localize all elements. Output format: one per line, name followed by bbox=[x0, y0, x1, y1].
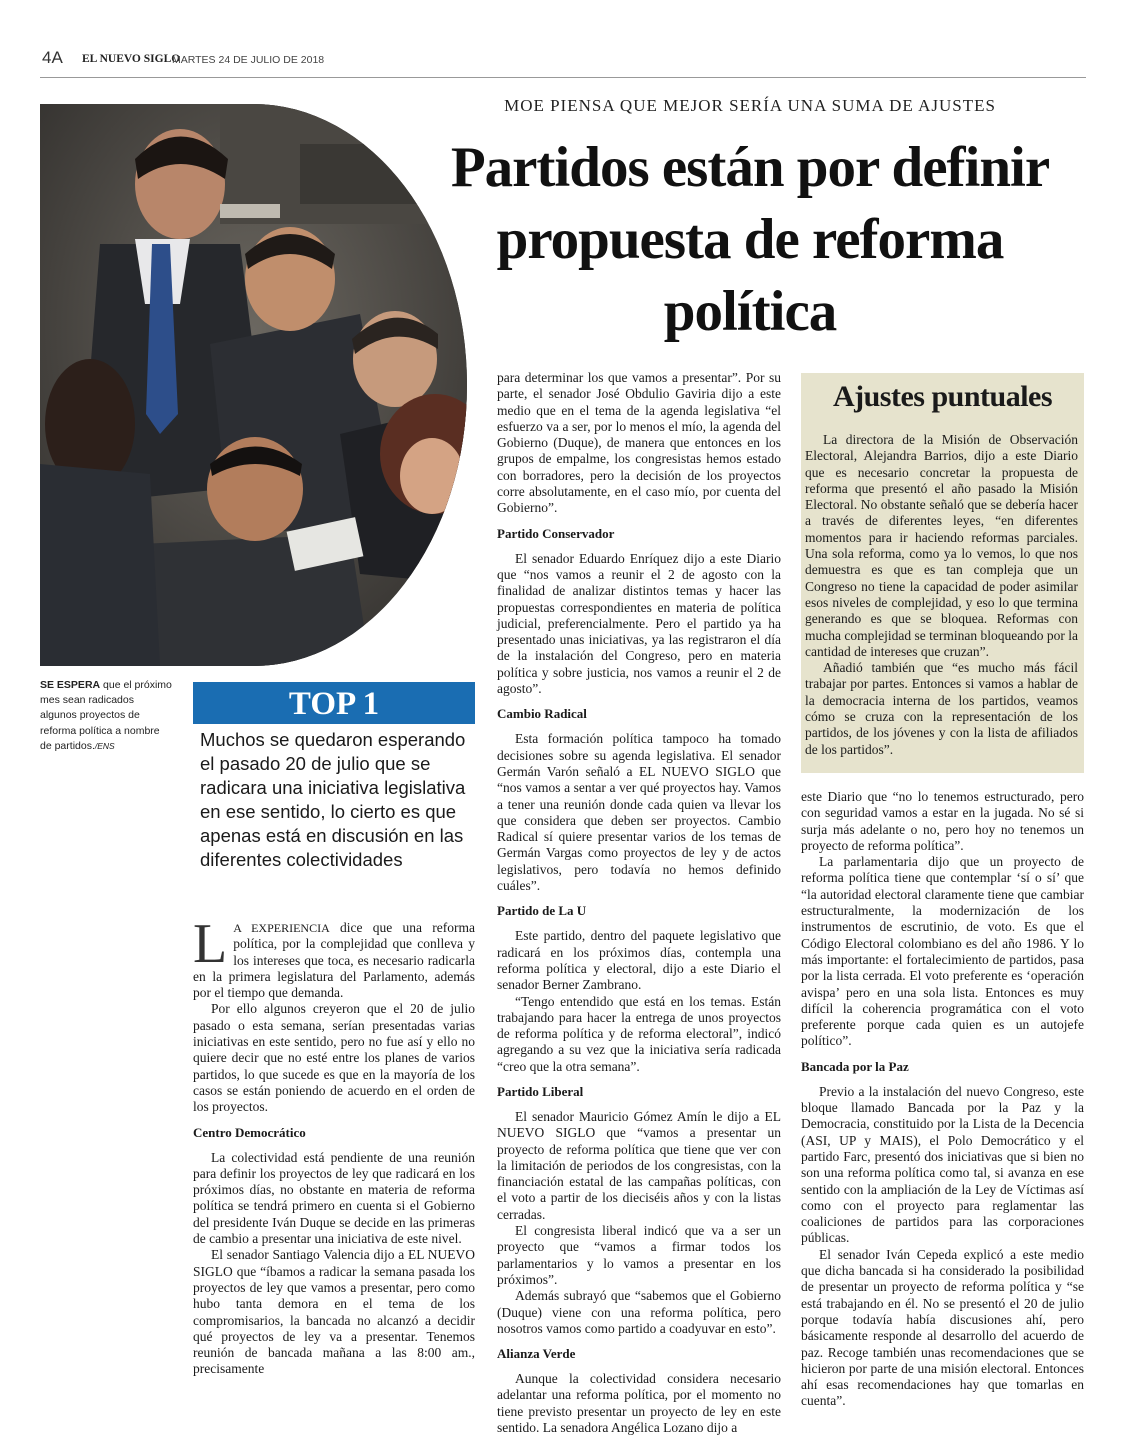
paragraph: este Diario que “no lo tenemos estructurado, pero con seguridad vamos a estar en la jugada. No sé si surja más adelante o no, pero hoy no tenemos un proyecto de reforma política”. bbox=[801, 789, 1084, 853]
paragraph: Esta formación política tampoco ha tomado decisiones sobre su agenda legislativa. El senador Germán Varón señaló a EL NUEVO SIGLO que “nos vamos a sentar a ver qué proyectos hay. Vamos a tener una reunión donde cada quien va llevar los que considera que deben ser proyectos. Cambio Radical sí quiere presentar varios de los temas de Germán Vargas como proyectos de ley y de actos legislativos, pero todavía no hemos definido cuáles”. bbox=[497, 731, 781, 894]
paragraph: Este partido, dentro del paquete legislativo que radicará en los próximos días, contempla una reforma política y electoral, dijo a este Diario el senador Berner Zambrano. bbox=[497, 928, 781, 993]
lead-paragraph bbox=[193, 913, 475, 1001]
sidebar-title: Ajustes puntuales bbox=[832, 380, 1053, 413]
subhead-partido-liberal: Partido Liberal bbox=[497, 1083, 584, 1099]
paragraph: El senador Iván Cepeda explicó a este medio que dicha bancada si ha considerado la posibilidad de presentar un proyecto de reforma política y “se está trabajando en él. No se presentó el 20 de julio porque todavía había discusiones ahí, pero básicamente responde al desarrollo del acuerdo de paz. Recoge también unas recomendaciones que se hicieron por parte de una misión electoral. Entonces ahí esas recomendaciones hay que tomarlas en cuenta”. bbox=[801, 1246, 1084, 1409]
sidebar-paragraph: La directora de la Misión de Observación Electoral, Alejandra Barrios, dijo a este Diario que es necesario concretar la propuesta de reforma que presentó el año pasado la Misión Electoral. No obstante señaló que se debería hacer a través de diferentes leyes, “en diferentes momentos para ir haciendo reformas parciales. Una sola reforma, como ya lo vemos, lo que nos demuestra es que es tan compleja que un Congreso no tiene la capacidad de poder asimilar esos niveles de complejidad, y eso lo que termina generando es que se bloquea. Reformas con mucha complejidad se terminan bloqueando por la cantidad de intereses que cruzan”. bbox=[805, 432, 1078, 659]
headline-line-2: propuesta de reforma bbox=[496, 208, 1004, 271]
sidebar-text bbox=[805, 432, 1078, 758]
subhead-centro-democratico: Centro Democrático bbox=[193, 1124, 306, 1140]
article-column-2 bbox=[497, 370, 781, 1436]
paragraph: El senador Mauricio Gómez Amín le dijo a EL NUEVO SIGLO que “vamos a presentar un proyecto de reforma política que tiene que ver con la limitación de periodos de los congresistas, con la financiación estatal de las campañas políticas, con el voto a partir de los dieciséis años y con la listas cerradas. bbox=[497, 1108, 781, 1222]
headline-line-1: Partidos están por definir bbox=[450, 136, 1050, 199]
paragraph: para determinar los que vamos a presentar”. Por su parte, el senador José Obdulio Gaviria dijo a este medio que en el tema de la agenda legislativa “el esfuerzo va a ser, por lo menos el mío, la agenda del Gobierno (Duque), de manera que entonces en los grupos de empalme, los congresistas hemos estado con borradores, pero la decisión de los proyectos corre absolutamente, en el caso mío, por cuenta del Gobierno”. bbox=[497, 370, 781, 516]
headline bbox=[430, 132, 1070, 348]
article-column-1 bbox=[193, 913, 475, 1378]
paragraph: Además subrayó que “sabemos que el Gobierno (Duque) viene con una reforma política, pero nosotros vamos como partido a coadyuvar en esto”. bbox=[497, 1288, 781, 1336]
article-column-3 bbox=[801, 789, 1084, 1410]
paragraph: El senador Santiago Valencia dijo a EL NUEVO SIGLO que “íbamos a radicar la semana pasada los proyectos de ley que vamos a presentar, pero como hubo tanta demora en el tema de los compromisarios, la bancada no alcanzó a decidir qué proyectos de ley va a presentar. Tenemos reunión de bancada mañana a las 8:00 am., precisamente bbox=[193, 1247, 475, 1377]
caption-credit: /ENS bbox=[94, 740, 115, 751]
publication-name: EL NUEVO SIGLO bbox=[82, 53, 181, 65]
paragraph: La parlamentaria dijo que un proyecto de reforma política tiene que contemplar ‘sí o sí’ que “la autoridad electoral claramente tiene que cambiar estructuralmente, la modernización de los instrumentos de escrutinio, de voto. Es que el Código Electoral colombiano es del año 1986. Y lo más importante: el fortalecimiento de partidos, pasa por la lista cerrada. El voto preferente es ‘operación avispa’ pero en una sola lista. Entonces es muy difícil la coherencia programática con el voto preferente porque cada quien es un autojefe político”. bbox=[801, 854, 1084, 1049]
subhead-alianza-verde: Alianza Verde bbox=[497, 1346, 576, 1362]
kicker: MOE PIENSA QUE MEJOR SERÍA UNA SUMA DE AJUSTES bbox=[504, 96, 996, 115]
subhead-partido-conservador: Partido Conservador bbox=[497, 525, 615, 541]
paragraph: La colectividad está pendiente de una reunión para definir los proyectos de ley que radicará en los próximos días, no obstante en materia de reforma política se tendrá primero en cuenta si el Gobierno del presidente Iván Duque se decide en las primeras de cambio a presentar una iniciativa de este nivel. bbox=[193, 1149, 475, 1247]
subhead-cambio-radical: Cambio Radical bbox=[497, 706, 587, 722]
congress-photo bbox=[40, 104, 467, 666]
page-number: 4A bbox=[42, 48, 63, 67]
paragraph: “Tengo entendido que está en los temas. Están trabajando para hacer la entrega de unos proyectos de reforma política y de reforma electoral”, indicó agregando a su vez que la iniciativa sería radicada “creo que la otra semana”. bbox=[497, 993, 781, 1074]
issue-date: MARTES 24 DE JULIO DE 2018 bbox=[172, 54, 325, 66]
header-divider bbox=[40, 77, 1086, 78]
sidebar-paragraph: Añadió también que “es mucho más fácil trabajar por partes. Entonces si vamos a hablar de la democracia interna de los partidos, veamos cómo se cruza con la representación de los partidos, de los jóvenes y con la lista de afiliados de los partidos”. bbox=[805, 660, 1078, 757]
paragraph: Aunque la colectividad considera necesario adelantar una reforma política, por el momento no tiene previsto presentar un proyecto de ley en este sentido. La senadora Angélica Lozano dijo a bbox=[497, 1371, 781, 1436]
paragraph: El congresista liberal indicó que va a ser un proyecto que “vamos a firmar todos los parlamentarios y lo vamos a presentar en los próximos”. bbox=[497, 1223, 781, 1287]
paragraph: Previo a la instalación del nuevo Congreso, este bloque llamado Bancada por la Paz y la Democracia, constituido por la Lista de la Decencia (ASI, UP y MAIS), el Polo Democrático y el partido Farc, presentó dos iniciativas que si bien no son una reforma política como tal, si avanza en ese sentido con la ampliación de la Ley de Víctimas así como con el proyecto para reglamentar las coaliciones de partidos para las corporaciones públicas. bbox=[801, 1083, 1084, 1246]
photo-caption bbox=[40, 678, 172, 754]
subhead-bancada-por-la-paz: Bancada por la Paz bbox=[801, 1058, 909, 1074]
lead-rest: dice que una reforma política, por la complejidad que conlleva y los intereses que toca, es necesario radicarla en la primera legislatura del Parlamento, además por el tiempo que demanda. bbox=[193, 920, 475, 1001]
paragraph: El senador Eduardo Enríquez dijo a este Diario que “nos vamos a reunir el 2 de agosto con la finalidad de analizar distintos temas y hacer las propuestas correspondientes en materia de política judicial, preferencialmente. Pero el partido ya ha presentado unas iniciativas, ya las registraron el día de la instalación del Congreso, pero en materia política y sobre justicia, nos vamos a reunir el 2 de agosto”. bbox=[497, 550, 781, 697]
caption-lead: SE ESPERA bbox=[40, 679, 101, 691]
paragraph: Por ello algunos creyeron que el 20 de julio pasado o esta semana, serían presentadas varias iniciativas en este sentido, pero no fue así y ello no quiere decir que no esté entre los planes de varios partidos, lo que sucede es que en la mayoría de los casos se están poniendo de acuerdo en el orden de los proyectos. bbox=[193, 1001, 475, 1115]
caption-text: que el próximo mes sean radicados algunos proyectos de reforma política a nombre de partidos. bbox=[40, 679, 172, 752]
photo-illustration bbox=[40, 104, 467, 666]
lead-caps: A EXPERIENCIA bbox=[233, 921, 330, 935]
deck-text: Muchos se quedaron esperando el pasado 20 de julio que se radicara una iniciativa legislativa en ese sentido, lo cierto es que apenas está en discusión en las diferentes colectividades bbox=[200, 729, 466, 870]
top-banner: TOP 1 bbox=[193, 682, 475, 724]
drop-cap: L bbox=[193, 913, 228, 975]
headline-line-3: política bbox=[663, 280, 837, 343]
subhead-partido-de-la-u: Partido de La U bbox=[497, 903, 587, 919]
